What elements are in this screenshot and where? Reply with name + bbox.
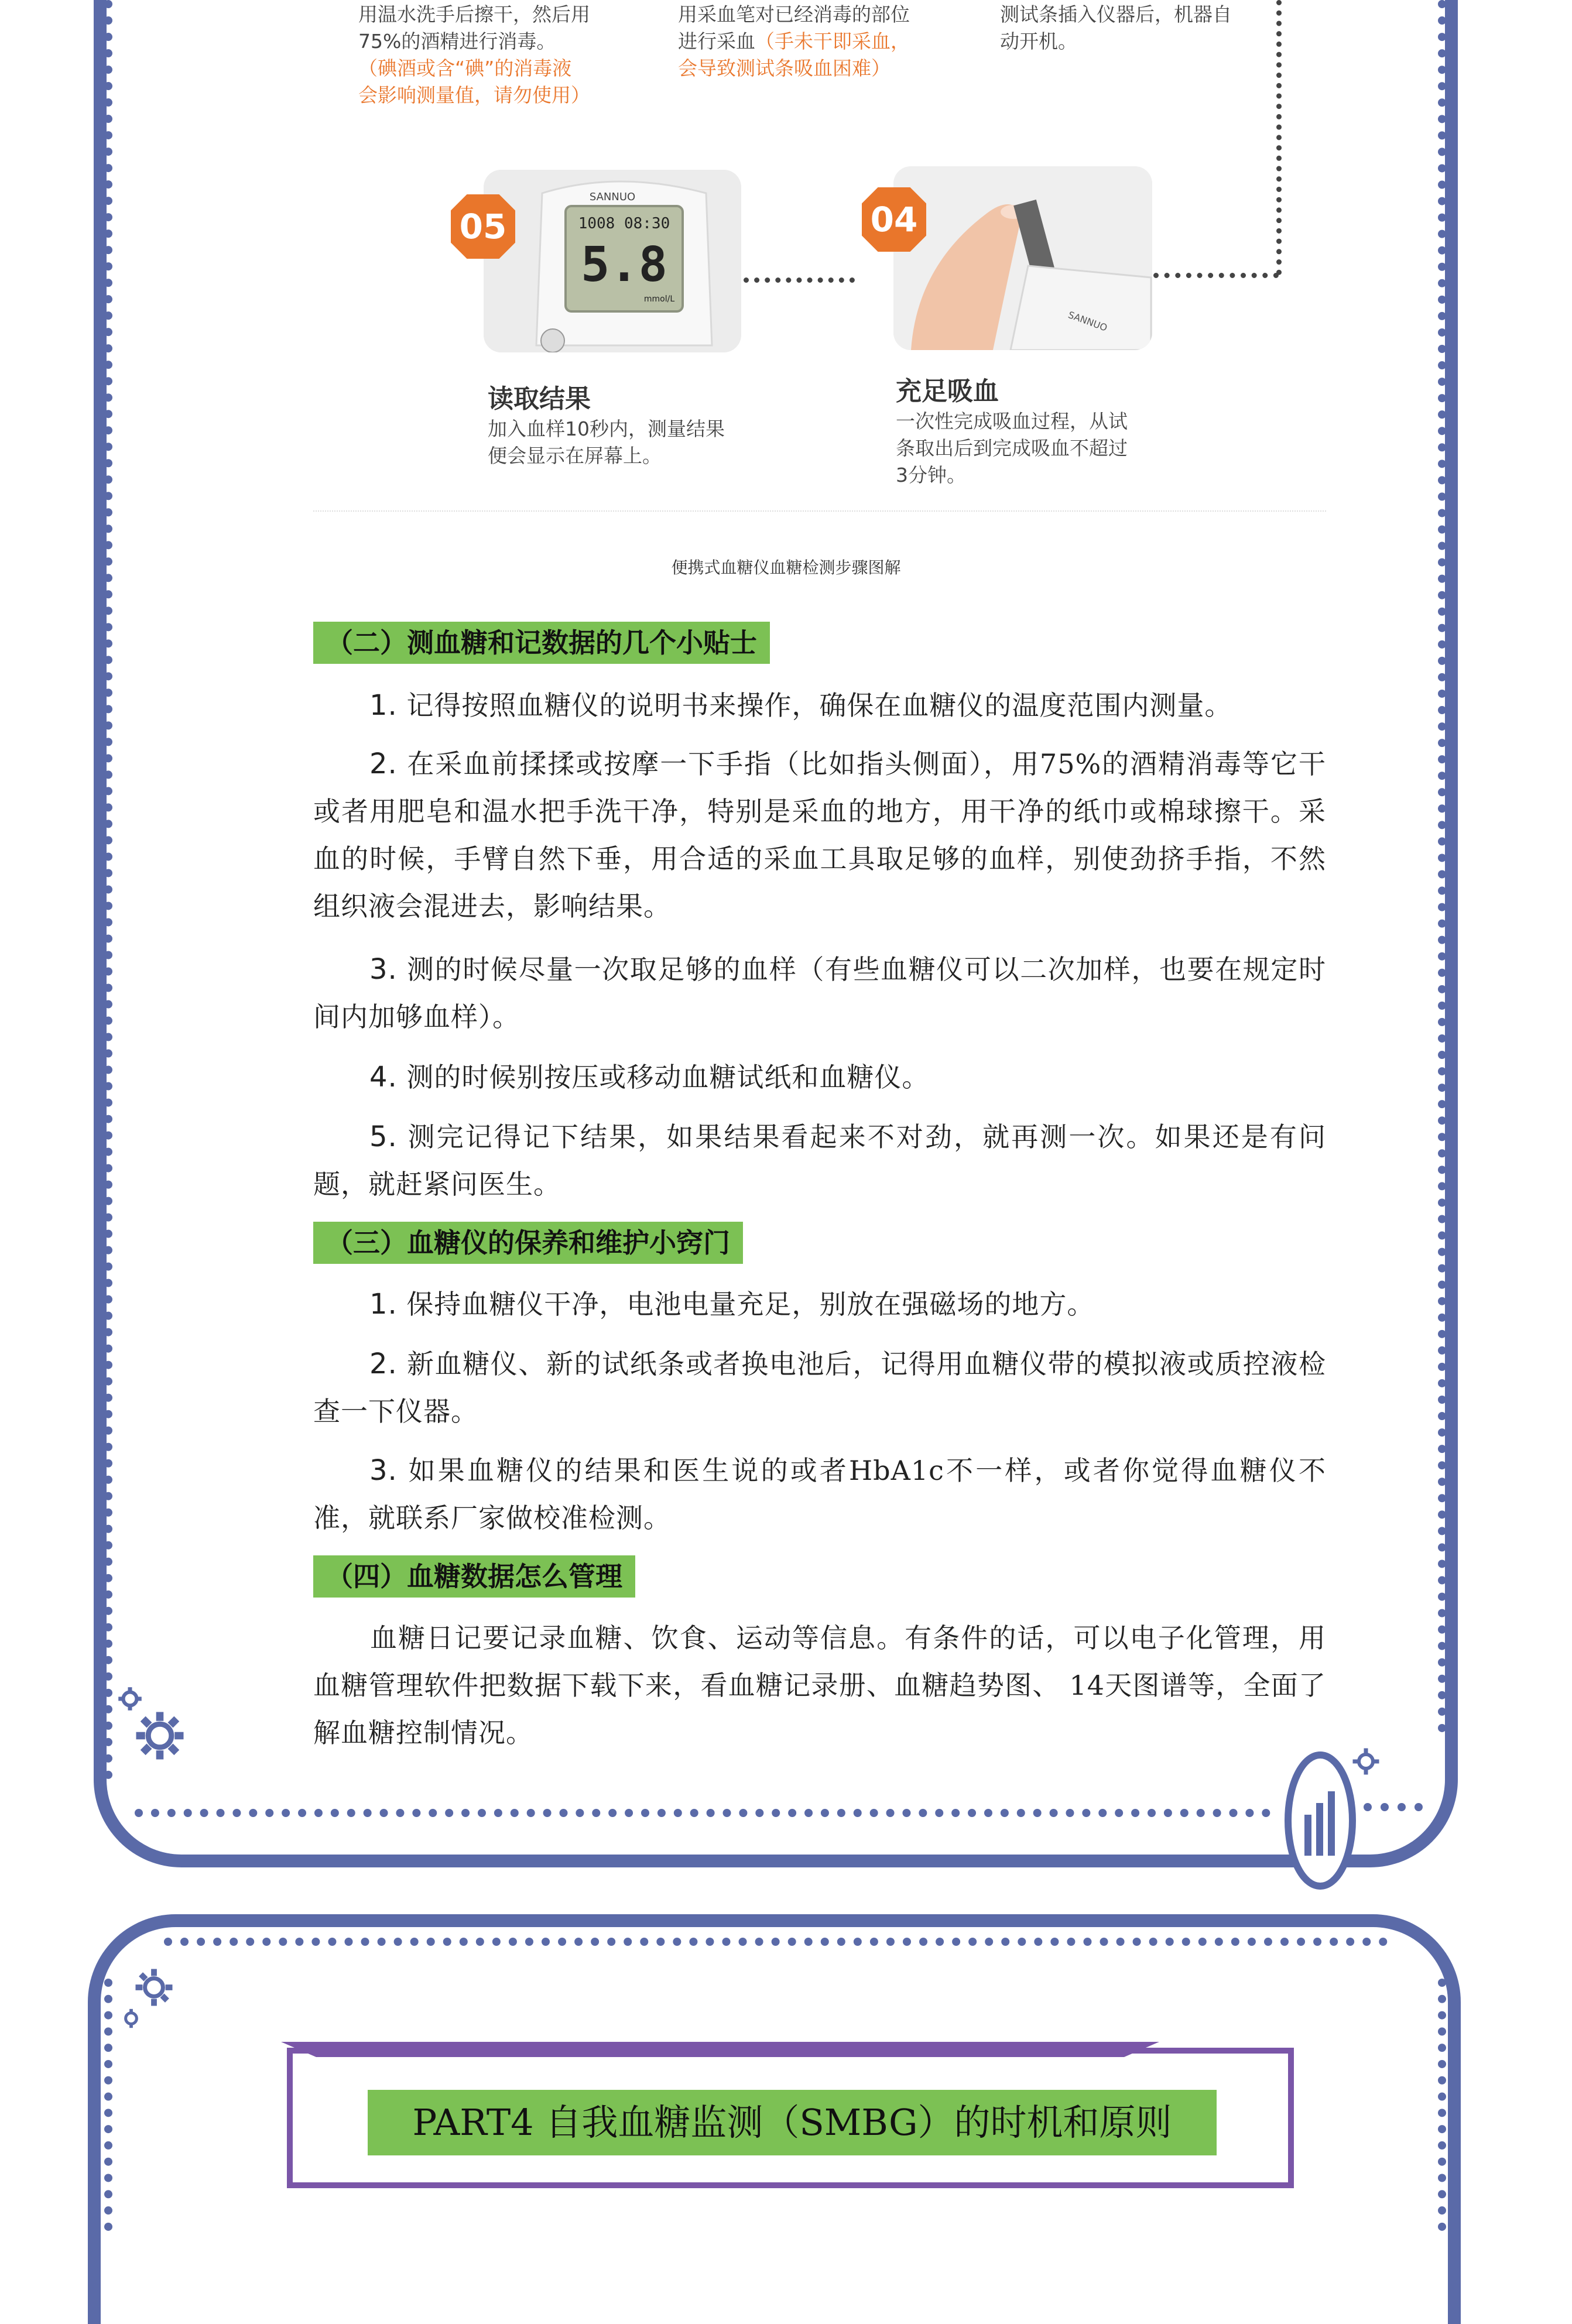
small-gear-icon-2 (121, 2008, 142, 2029)
step1-text: 用温水洗手后擦干，然后用 75%的酒精进行消毒。 （碘酒或含“碘”的消毒液 会影响测量值，请勿使用） (358, 3, 590, 107)
section2-item-5: 5. 测完记得记下结果，如果结果看起来不对劲，就再测一次。如果还是有问题，就赶紧问医生。 (313, 1120, 1326, 1200)
step2-text: 用采血笔对已经消毒的部位 进行采血（手未干即采血， 会导致测试条吸血困难） (678, 3, 910, 80)
meter-date: 1008 08:30 (578, 215, 670, 232)
section3-heading: （三）血糖仪的保养和维护小窍门 (313, 1222, 743, 1264)
section3-item-3: 3. 如果血糖仪的结果和医生说的或者HbA1c不一样，或者你觉得血糖仪不准，就联系厂家做校准检测。 (313, 1454, 1327, 1534)
connector-middle (744, 277, 855, 283)
section2-heading: （二）测血糖和记数据的几个小贴士 (313, 622, 770, 664)
part4-title: PART4 自我血糖监测（SMBG）的时机和原则 (368, 2090, 1217, 2155)
step4-badge: 04 (862, 187, 926, 252)
gear-icon-2 (133, 1967, 174, 2008)
svg-text:SANNUO: SANNUO (1066, 309, 1109, 334)
figure-caption: 便携式血糖仪血糖检测步骤图解 (671, 558, 901, 577)
dotted-border-bottom (135, 1809, 1270, 1817)
dotted-border-right (1438, 0, 1446, 1733)
step4-desc: 一次性完成吸血过程，从试 条取出后到完成吸血不超过 3分钟。 (896, 410, 1128, 486)
meter-brand-label: SANNUO (589, 191, 636, 203)
divider (313, 510, 1326, 512)
step4-image (893, 166, 1152, 350)
connector-right-vertical (1276, 0, 1282, 275)
step3-text: 测试条插入仪器后，机器自 动开机。 (1000, 3, 1232, 53)
dotted-border-left (104, 0, 112, 1780)
gear-icon (133, 1709, 186, 1762)
small-gear-icon (117, 1686, 143, 1712)
dotted-border-right-2 (1438, 1979, 1446, 2231)
section2-item-2: 2. 在采血前揉揉或按摩一下手指（比如指头侧面），用75%的酒精消毒等它干或者用肥皂和温水把手洗干净，特别是采血的地方，用干净的纸巾或棉球擦干。采血的时候，手臂自然下垂，用合适的采血工具取足够的血样，别使劲挤手指，不然组织液会混进去，影响结果。 (313, 748, 1326, 922)
step5-badge: 05 (451, 194, 515, 259)
step5-image (484, 170, 741, 352)
section2-item-4: 4. 测的时候别按压或移动血糖试纸和血糖仪。 (369, 1061, 930, 1094)
dotted-border-top-2 (164, 1938, 1388, 1946)
connector-right-horizontal (1153, 273, 1279, 278)
dotted-border-left-2 (104, 1979, 112, 2231)
section3-item-1: 1. 保持血糖仪干净，电池电量充足，别放在强磁场的地方。 (369, 1288, 1095, 1321)
section2-item-1: 1. 记得按照血糖仪的说明书来操作，确保在血糖仪的温度范围内测量。 (369, 689, 1232, 722)
section2-item-3: 3. 测的时候尽量一次取足够的血样（有些血糖仪可以二次加样，也要在规定时间内加够血样）。 (313, 953, 1327, 1033)
meter-unit: mmol/L (643, 294, 675, 304)
step4-title: 充足吸血 (896, 376, 999, 406)
meter-value: 5.8 (580, 237, 668, 293)
section3-item-2: 2. 新血糖仪、新的试纸条或者换电池后，记得用血糖仪带的模拟液或质控液检查一下仪器。 (313, 1348, 1327, 1427)
part4-banner-strip (281, 2042, 1159, 2057)
bar-chart-circle-icon (1282, 1750, 1358, 1891)
step5-title: 读取结果 (488, 384, 591, 414)
section4-paragraph: 血糖日记要记录血糖、饮食、运动等信息。有条件的话，可以电子化管理，用血糖管理软件把数据下载下来，看血糖记录册、血糖趋势图、 14天图谱等，全面了解血糖控制情况。 (313, 1622, 1326, 1749)
step5-desc: 加入血样10秒内，测量结果 便会显示在屏幕上。 (488, 417, 725, 467)
section4-heading: （四）血糖数据怎么管理 (313, 1555, 635, 1598)
